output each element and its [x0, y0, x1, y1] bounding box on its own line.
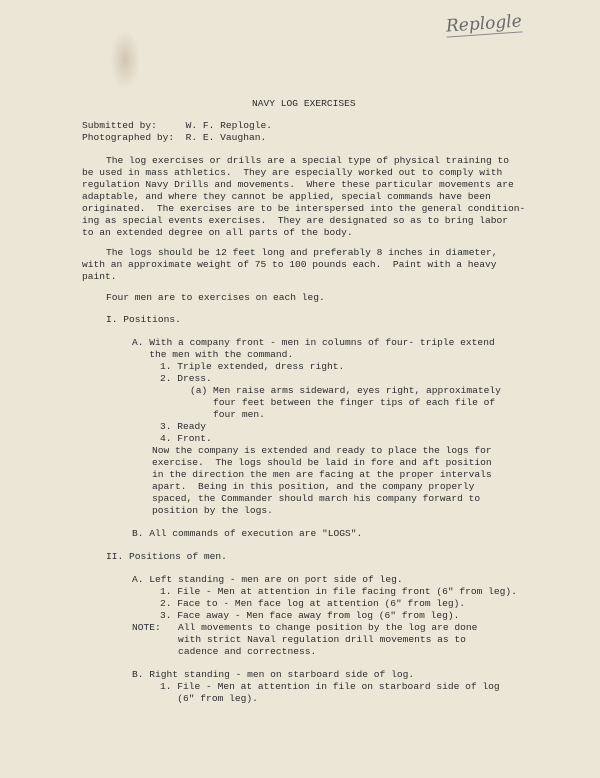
logs-line: with an approximate weight of 75 to 100 pounds each. Paint with a heavy — [82, 259, 497, 270]
subsection-line: B. Right standing - men on starboard side of log. — [132, 669, 415, 680]
list-item: 3. Ready — [160, 421, 207, 432]
list-item: 1. File - Men at attention in file facing front (6" from leg). — [160, 586, 517, 597]
list-item: 2. Face to - Men face log at attention (6" from leg). — [160, 598, 466, 609]
intro-line: be used in mass athletics. They are especially worked out to comply with — [82, 167, 503, 178]
section-heading: II. Positions of men. — [106, 551, 227, 562]
list-item: 4. Front. — [160, 433, 212, 444]
subsection-line: A. With a company front - men in columns of four- triple extend — [132, 337, 495, 348]
paragraph-line: exercise. The logs should be laid in fore and aft position — [152, 457, 492, 468]
sub-item-line: (a) Men raise arms sideward, eyes right, approximately — [190, 385, 501, 396]
intro-line: regulation Navy Drills and movements. Where these particular movements are — [82, 179, 514, 190]
sub-item-line: four feet between the finger tips of each file of — [190, 397, 496, 408]
logs-line: The logs should be 12 feet long and preferably 8 inches in diameter, — [106, 247, 498, 258]
list-item: 1. File - Men at attention in file on starboard side of log — [160, 681, 500, 692]
subsection-line: B. All commands of execution are "LOGS". — [132, 528, 363, 539]
subsection-line: the men with the command. — [132, 349, 294, 360]
four-men-line: Four men are to exercises on each leg. — [106, 292, 325, 303]
handwritten-annotation: Replogle — [445, 11, 523, 37]
intro-line: originated. The exercises are to be interspersed into the general condition- — [82, 203, 526, 214]
paragraph-line: apart. Being in this position, and the company properly — [152, 481, 475, 492]
intro-line: The log exercises or drills are a special type of physical training to — [106, 155, 510, 166]
paragraph-line: spaced, the Commander should march his company forward to — [152, 493, 481, 504]
subsection-line: A. Left standing - men are on port side of leg. — [132, 574, 403, 585]
section-heading: I. Positions. — [106, 314, 181, 325]
paragraph-line: Now the company is extended and ready to place the logs for — [152, 445, 492, 456]
paragraph-line: position by the logs. — [152, 505, 273, 516]
list-item: (6" from leg). — [160, 693, 258, 704]
intro-line: to an extended degree on all parts of the body. — [82, 227, 353, 238]
intro-line: ing as special events exercises. They are designated so as to bring labor — [82, 215, 509, 226]
list-item: 3. Face away - Men face away from log (6" from leg). — [160, 610, 460, 621]
list-item: 1. Triple extended, dress right. — [160, 361, 345, 372]
paragraph-line: in the direction the men are facing at the proper intervals — [152, 469, 492, 480]
document-title: NAVY LOG EXERCISES — [252, 98, 356, 109]
sub-item-line: four men. — [190, 409, 265, 420]
logs-line: paint. — [82, 271, 117, 282]
paper-stain — [110, 30, 140, 90]
intro-line: adaptable, and where they cannot be applied, special commands have been — [82, 191, 491, 202]
note-line: NOTE: All movements to change position by the log are done — [132, 622, 478, 633]
photographed-by-line: Photographed by: R. E. Vaughan. — [82, 132, 267, 143]
note-line: cadence and correctness. — [132, 646, 317, 657]
submitted-by-line: Submitted by: W. F. Replogle. — [82, 120, 272, 131]
list-item: 2. Dress. — [160, 373, 212, 384]
note-line: with strict Naval regulation drill movements as to — [132, 634, 466, 645]
